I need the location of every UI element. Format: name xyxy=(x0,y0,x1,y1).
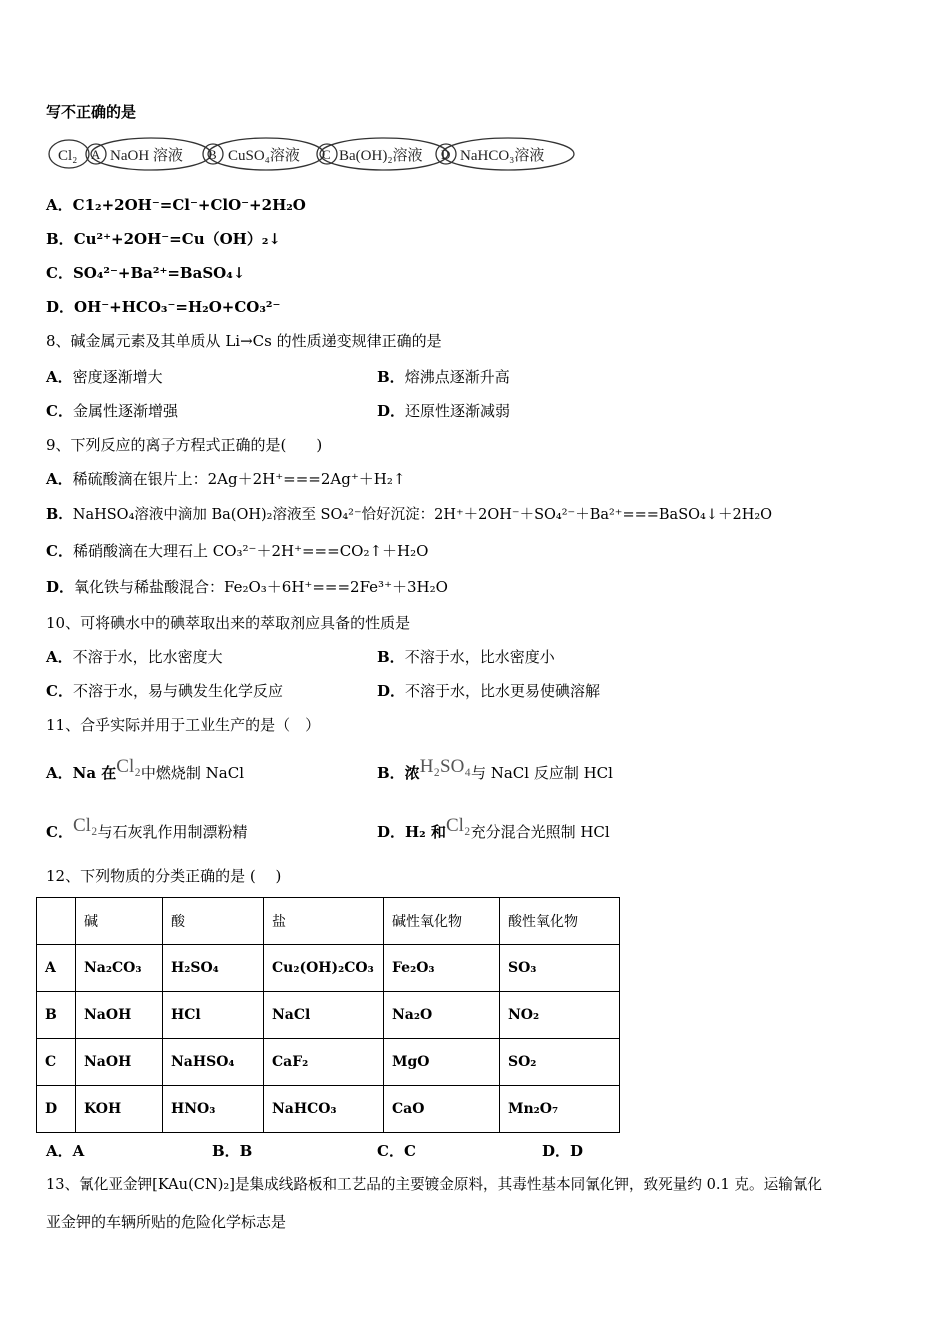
chain-label-5: C xyxy=(322,147,331,162)
q7-option-b: B．Cu²⁺+2OH⁻=Cu（OH）₂↓ xyxy=(46,230,281,248)
table-row xyxy=(37,992,620,1039)
formula-cl2: Cl₂ xyxy=(116,756,141,777)
table-cell: CaF₂ xyxy=(264,1039,384,1086)
formula-cl2: Cl₂ xyxy=(445,815,471,836)
q7-option-c: C．SO₄²⁻+Ba²⁺=BaSO₄↓ xyxy=(46,264,246,282)
chain-label-6: Ba(OH)₂溶液 xyxy=(339,148,423,164)
table-cell: Na₂O xyxy=(384,992,500,1039)
q9-option-b: B．NaHSO₄溶液中滴加 Ba(OH)₂溶液至 SO₄²⁻恰好沉淀：2H⁺＋2OH⁻＋SO₄²⁻＋Ba²⁺===BaSO₄↓＋2H₂O xyxy=(46,506,773,523)
q8-option-b: B．熔沸点逐渐升高 xyxy=(377,368,510,386)
table-cell: 碱 xyxy=(76,898,163,945)
q10-option-d: D．不溶于水，比水更易使碘溶解 xyxy=(377,682,601,700)
table-cell: SO₂ xyxy=(500,1039,620,1086)
q12-answer-c: C．C xyxy=(377,1142,416,1160)
classification-table xyxy=(36,897,620,1133)
q11-option-c: C．Cl₂与石灰乳作用制漂粉精 xyxy=(46,815,248,841)
table-row xyxy=(37,945,620,992)
table-cell: NO₂ xyxy=(500,992,620,1039)
table-cell: A xyxy=(37,945,76,992)
table-cell: 酸 xyxy=(163,898,264,945)
q13-stem-line2: 亚金钾的车辆所贴的危险化学标志是 xyxy=(46,1213,287,1231)
q12-stem: 12、下列物质的分类正确的是 ( ) xyxy=(46,867,282,885)
table-cell: HCl xyxy=(163,992,264,1039)
table-header-row xyxy=(37,898,620,945)
q9-option-c: C．稀硝酸滴在大理石上 CO₃²⁻＋2H⁺===CO₂↑＋H₂O xyxy=(46,542,429,560)
formula-cl2: Cl₂ xyxy=(72,815,98,836)
reaction-chain-diagram xyxy=(48,136,578,176)
chain-label-4: CuSO₄溶液 xyxy=(228,148,300,164)
table-cell: NaCl xyxy=(264,992,384,1039)
q11-option-b: B．浓H₂SO₄与 NaCl 反应制 HCl xyxy=(377,756,613,782)
q8-option-d: D．还原性逐渐减弱 xyxy=(377,402,511,420)
q11-option-a: A．Na 在Cl₂中燃烧制 NaCl xyxy=(46,756,244,782)
q11-stem: 11、合乎实际并用于工业生产的是（ ） xyxy=(46,716,321,734)
q10-option-c: C．不溶于水，易与碘发生化学反应 xyxy=(46,682,283,700)
table-cell: HNO₃ xyxy=(163,1086,264,1133)
table-cell: Mn₂O₇ xyxy=(500,1086,620,1133)
q10-option-a: A．不溶于水，比水密度大 xyxy=(46,648,223,666)
chain-label-8: NaHCO₃溶液 xyxy=(460,148,545,164)
table-cell: NaOH xyxy=(76,992,163,1039)
table-cell: D xyxy=(37,1086,76,1133)
table-cell: C xyxy=(37,1039,76,1086)
q9-stem: 9、下列反应的离子方程式正确的是( ) xyxy=(46,436,323,454)
table-cell: 碱性氧化物 xyxy=(384,898,500,945)
table-cell: KOH xyxy=(76,1086,163,1133)
q10-stem: 10、可将碘水中的碘萃取出来的萃取剂应具备的性质是 xyxy=(46,614,411,632)
q8-option-a: A．密度逐渐增大 xyxy=(46,368,163,386)
chain-label-7: D xyxy=(441,147,451,162)
table-cell: NaHSO₄ xyxy=(163,1039,264,1086)
q12-answer-a: A．A xyxy=(46,1142,85,1160)
table-cell xyxy=(37,898,76,945)
q8-stem: 8、碱金属元素及其单质从 Li→Cs 的性质递变规律正确的是 xyxy=(46,332,442,350)
table-cell: 酸性氧化物 xyxy=(500,898,620,945)
table-cell: Cu₂(OH)₂CO₃ xyxy=(264,945,384,992)
q7-intro: 写不正确的是 xyxy=(46,103,137,121)
chain-label-3: B xyxy=(208,147,217,162)
table-cell: Na₂CO₃ xyxy=(76,945,163,992)
table-cell: SO₃ xyxy=(500,945,620,992)
table-cell: NaHCO₃ xyxy=(264,1086,384,1133)
table-cell: Fe₂O₃ xyxy=(384,945,500,992)
table-cell: H₂SO₄ xyxy=(163,945,264,992)
table-cell: NaOH xyxy=(76,1039,163,1086)
q7-option-a: A．C1₂+2OH⁻=Cl⁻+ClO⁻+2H₂O xyxy=(46,196,306,214)
q7-option-d: D．OH⁻+HCO₃⁻=H₂O+CO₃²⁻ xyxy=(46,298,281,316)
table-cell: MgO xyxy=(384,1039,500,1086)
q11-option-d: D．H₂ 和Cl₂充分混合光照制 HCl xyxy=(377,815,610,841)
table-cell: 盐 xyxy=(264,898,384,945)
formula-h2so4: H₂SO₄ xyxy=(419,756,471,777)
q13-stem-line1: 13、氰化亚金钾[KAu(CN)₂]是集成线路板和工艺品的主要镀金原料，其毒性基本同氰化钾，致死量约 0.1 克。运输氰化 xyxy=(46,1176,822,1193)
q8-option-c: C．金属性逐渐增强 xyxy=(46,402,178,420)
q10-option-b: B．不溶于水，比水密度小 xyxy=(377,648,555,666)
q9-option-d: D．氧化铁与稀盐酸混合：Fe₂O₃＋6H⁺===2Fe³⁺＋3H₂O xyxy=(46,578,448,596)
table-row xyxy=(37,1086,620,1133)
chain-label-1: A xyxy=(91,147,101,162)
q9-option-a: A．稀硫酸滴在银片上：2Ag＋2H⁺===2Ag⁺＋H₂↑ xyxy=(46,470,406,488)
table-cell: CaO xyxy=(384,1086,500,1133)
q12-answer-d: D．D xyxy=(542,1142,584,1160)
chain-label-2: NaOH 溶液 xyxy=(110,148,183,164)
table-cell: B xyxy=(37,992,76,1039)
table-row xyxy=(37,1039,620,1086)
chain-label-0: Cl₂ xyxy=(58,148,78,164)
q12-answer-b: B．B xyxy=(212,1142,253,1160)
